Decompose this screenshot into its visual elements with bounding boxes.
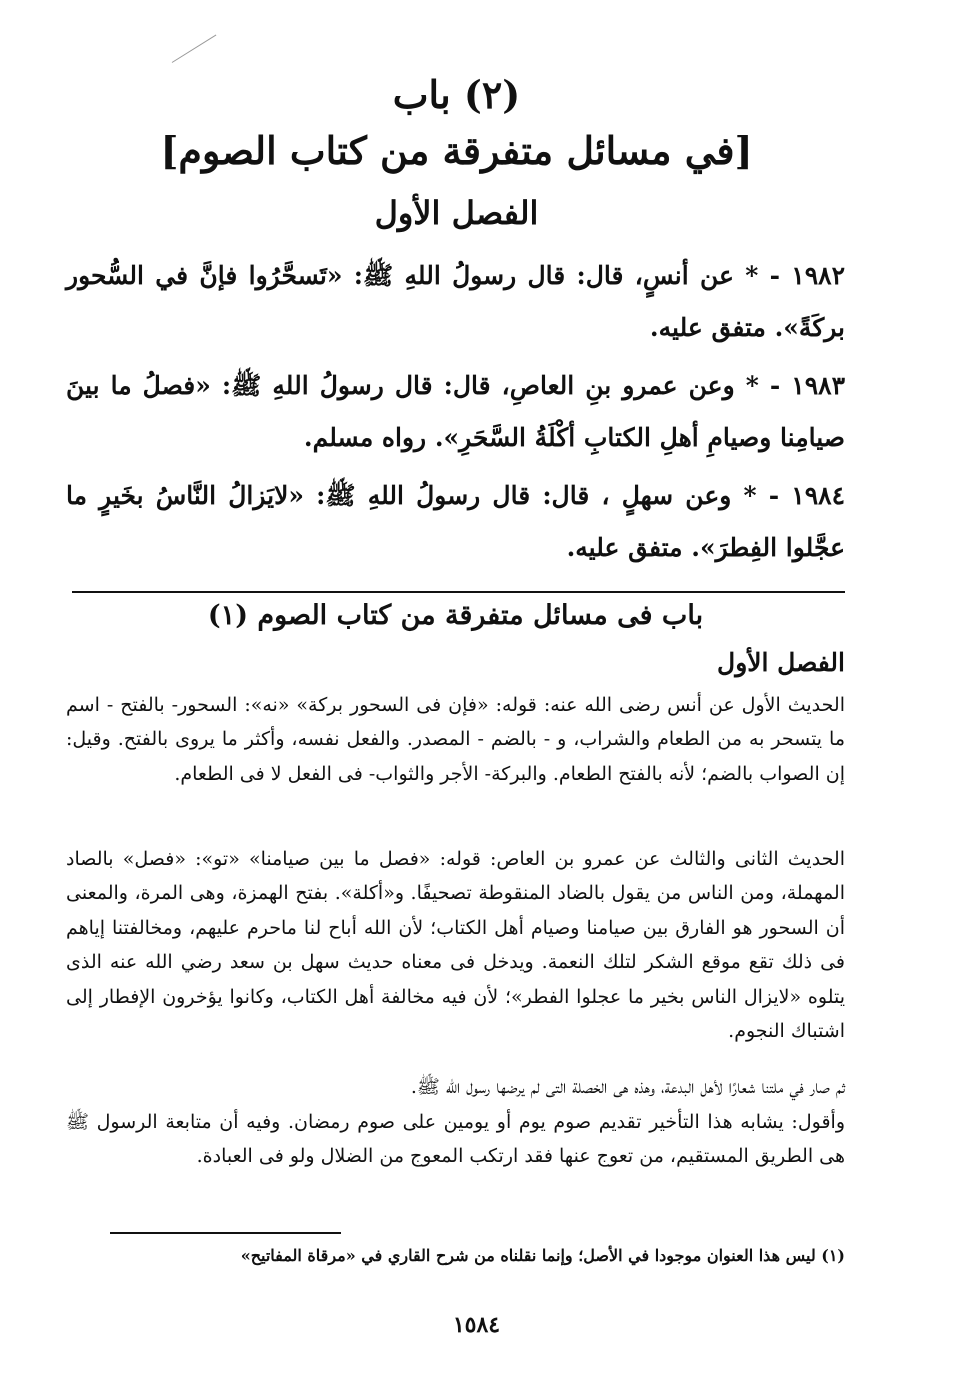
chapter-title: [في مسائل متفرقة من كتاب الصوم] [160, 128, 753, 173]
footnote-divider [110, 1232, 341, 1234]
hadith-1982: ١٩٨٢ - * عن أنسٍ، قال: قال رسولُ اللهِ ﷺ: «تَسحَّرُوا فإنَّ في السُّحور بركَةً». متفق عليه. [66, 261, 845, 342]
footnote: (١) ليس هذا العنوان موجودا في الأصل؛ وإنما نقلناه من شرح القاري في «مرقاة المفاتيح» [240, 1246, 845, 1265]
hadith-1983: ١٩٨٣ - * وعن عمرو بنِ العاصِ، قال: قال رسولُ اللهِ ﷺ: «فصلُ ما بينَ صيامِنا وصيامِ أهلِ الكتابِ أكْلَةُ السَّحَرِ». رواه مسلم. [66, 371, 845, 452]
section-heading: الفصل الأول [374, 194, 539, 232]
page-number: ١٥٨٤ [452, 1312, 501, 1338]
commentary-paragraph: الحديث الأول عن أنس رضى الله عنه: قوله: «فإن فى السحور بركة» «نه»: السحور- بالفتح - اسم ما يتسحر به من الطعام والشراب، و - بالضم - المصدر. والفعل نفسه، وأكثر ما يروى بالفتح. وقيل: إن الصواب بالضم؛ لأنه بالفتح الطعام. والبركة- الأجر والثواب- فى الفعل لا فى الطعام. [66, 694, 845, 785]
commentary-section-heading: الفصل الأول [717, 648, 845, 677]
section-divider [72, 591, 845, 593]
chapter-number: (٢) باب [392, 72, 521, 117]
commentary-paragraph: وأقول: يشابه هذا التأخير تقديم صوم يوم أو يومين على صوم رمضان. وفيه أن متابعة الرسول ﷺ هى الطريق المستقيم، من تعوج عنها فقد ارتكب المعوج من الضلال ولو فى العبادة. [66, 1111, 845, 1168]
commentary-title: باب فى مسائل متفرقة من كتاب الصوم (١) [207, 600, 704, 631]
hadith-1984: ١٩٨٤ - * وعن سهلٍ ، قال: قال رسولُ اللهِ ﷺ: «لايَزالُ النَّاسُ بخَيرٍ ما عجَّلوا الفِطرَ». متفق عليه. [66, 481, 845, 562]
commentary-paragraph: الحديث الثانى والثالث عن عمرو بن العاص: قوله: «فصل ما بين صيامنا» «تو»: «فصل» بالصاد المهملة، ومن الناس من يقول بالضاد المنقوطة تصحيفًا. و«أكلة». بفتح الهمزة، وهى المرة، والمعنى أن السحور هو الفارق بين صيامنا وصيام أهل الكتاب؛ لأن الله أباح لنا ماحرم عليهم، ومخالفتنا إياهم فى ذلك تقع موقع الشكر لتلك النعمة. ويدخل فى معناه حديث سهل بن سعد رضي الله عنه الذى يتلوه «لايزال الناس بخير ما عجلوا الفطر»؛ لأن فيه مخالفة أهل الكتاب، وكانوا يؤخرون الإفطار إلى اشتباك النجوم. [66, 848, 845, 1043]
commentary-paragraph: ثم صار في ملتنا شعارًا لأهل البدعة، وهذه هى الخصلة التى لم يرضها رسول الله ﷺ. [410, 1076, 845, 1098]
stray-pen-mark [172, 35, 217, 63]
